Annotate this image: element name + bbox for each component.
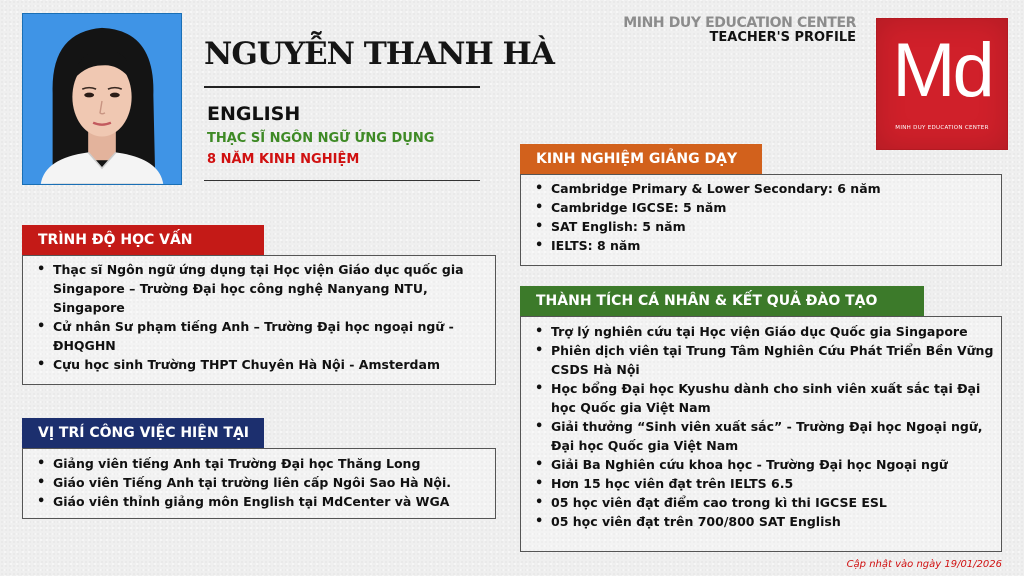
divider-middle: [204, 180, 480, 181]
list-item: • SAT English: 5 năm: [527, 217, 999, 236]
list-item: • Phiên dịch viên tại Trung Tâm Nghiên Cứu Phát Triển Bền Vững CSDS Hà Nội: [527, 341, 999, 379]
list-item: • Giáo viên Tiếng Anh tại trường liên cấp Ngôi Sao Hà Nội.: [29, 473, 493, 492]
list-item: • 05 học viên đạt điểm cao trong kì thi IGCSE ESL: [527, 493, 999, 512]
list-item: • Giải Ba Nghiên cứu khoa học - Trường Đại học Ngoại ngữ: [527, 455, 999, 474]
center-logo: [876, 18, 1008, 150]
education-heading: TRÌNH ĐỘ HỌC VẤN: [22, 225, 264, 255]
list-item: • Học bổng Đại học Kyushu dành cho sinh viên xuất sắc tại Đại học Quốc gia Việt Nam: [527, 379, 999, 417]
teaching-experience-list: [520, 174, 1002, 266]
portrait-image: [23, 14, 181, 184]
list-item: • Cambridge IGCSE: 5 năm: [527, 198, 999, 217]
list-item: • Cambridge Primary & Lower Secondary: 6 năm: [527, 179, 999, 198]
teacher-name: NGUYỄN THANH HÀ: [204, 36, 554, 72]
list-item: • Cử nhân Sư phạm tiếng Anh – Trường Đại học ngoại ngữ - ĐHQGHN: [29, 317, 493, 355]
teacher-photo: [22, 13, 182, 185]
list-item: • Giáo viên thỉnh giảng môn English tại MdCenter và WGA: [29, 492, 493, 511]
education-list: [22, 255, 496, 385]
teacher-subject: ENGLISH: [207, 103, 301, 125]
logo-subtitle: MINH DUY EDUCATION CENTER: [895, 125, 989, 131]
list-item: • Thạc sĩ Ngôn ngữ ứng dụng tại Học viện Giáo dục quốc gia Singapore – Trường Đại học công nghệ Nanyang NTU, Singapore: [29, 260, 493, 317]
current-position-list: [22, 448, 496, 519]
center-name: MINH DUY EDUCATION CENTER: [623, 15, 856, 31]
achievements-heading: THÀNH TÍCH CÁ NHÂN & KẾT QUẢ ĐÀO TẠO: [520, 286, 924, 316]
list-item: • Giảng viên tiếng Anh tại Trường Đại học Thăng Long: [29, 454, 493, 473]
teacher-degree: THẠC SĨ NGÔN NGỮ ỨNG DỤNG: [207, 131, 435, 146]
list-item: • Hơn 15 học viên đạt trên IELTS 6.5: [527, 474, 999, 493]
experience-years: 8 NĂM KINH NGHIỆM: [207, 152, 360, 167]
current-position-heading: VỊ TRÍ CÔNG VIỆC HIỆN TẠI: [22, 418, 264, 448]
updated-date: Cập nhật vào ngày 19/01/2026: [846, 559, 1002, 570]
logo-mark: Md: [892, 28, 992, 113]
list-item: • Giải thưởng “Sinh viên xuất sắc” - Trường Đại học Ngoại ngữ, Đại học Quốc gia Việt Nam: [527, 417, 999, 455]
list-item: • IELTS: 8 năm: [527, 236, 999, 255]
list-item: • 05 học viên đạt trên 700/800 SAT English: [527, 512, 999, 531]
list-item: • Trợ lý nghiên cứu tại Học viện Giáo dục Quốc gia Singapore: [527, 322, 999, 341]
teaching-experience-heading: KINH NGHIỆM GIẢNG DẠY: [520, 144, 762, 174]
divider-top: [204, 86, 480, 88]
profile-label: TEACHER'S PROFILE: [709, 30, 856, 45]
achievements-list: [520, 316, 1002, 552]
list-item: • Cựu học sinh Trường THPT Chuyên Hà Nội - Amsterdam: [29, 355, 493, 374]
